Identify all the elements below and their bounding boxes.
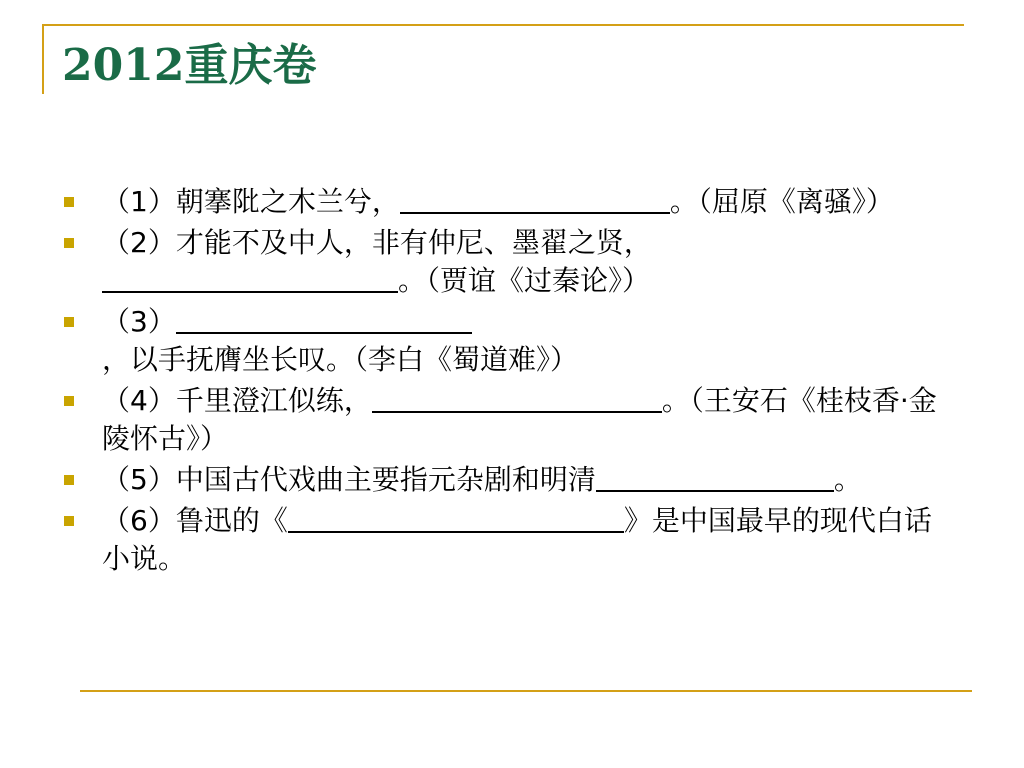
- question-item-4: [62, 382, 942, 458]
- answer-blank: [102, 263, 398, 293]
- question-item-5: [62, 461, 942, 499]
- question-text-after: ，以手抚膺坐长叹。（李白《蜀道难》）: [102, 343, 579, 376]
- square-bullet-icon: [64, 197, 74, 207]
- top-rule: [42, 24, 964, 26]
- answer-blank: [176, 304, 472, 334]
- question-item-2: [62, 224, 942, 300]
- square-bullet-icon: [64, 238, 74, 248]
- question-text-before: （6）鲁迅的《: [102, 504, 288, 537]
- question-text-before: （1）朝搴阰之木兰兮，: [102, 185, 400, 218]
- answer-blank: [372, 383, 662, 413]
- question-item-3: [62, 303, 942, 379]
- question-text-before: （5）中国古代戏曲主要指元杂剧和明清: [102, 463, 596, 496]
- question-item-1: [62, 183, 942, 221]
- square-bullet-icon: [64, 396, 74, 406]
- square-bullet-icon: [64, 516, 74, 526]
- square-bullet-icon: [64, 317, 74, 327]
- question-text-after: 。（王安石《桂枝香·金陵怀古》）: [102, 384, 937, 455]
- question-text-before: （2）才能不及中人，非有仲尼、墨翟之贤，: [102, 226, 652, 259]
- question-text-after: 。（贾谊《过秦论》）: [398, 264, 651, 297]
- left-rule: [42, 24, 44, 94]
- question-text-after: 》是中国最早的现代白话小说。: [102, 504, 932, 575]
- answer-blank: [288, 503, 624, 533]
- question-text-before: （4）千里澄江似练，: [102, 384, 372, 417]
- square-bullet-icon: [64, 475, 74, 485]
- question-text-after: 。（屈原《离骚》）: [669, 185, 894, 218]
- bottom-rule: [80, 690, 972, 692]
- question-text-after: 。: [833, 463, 862, 496]
- slide-title: 2012重庆卷: [62, 40, 317, 91]
- question-item-6: [62, 502, 942, 578]
- answer-blank: [400, 184, 670, 214]
- answer-blank: [596, 462, 834, 492]
- question-list: [62, 183, 942, 581]
- question-text-before: （3）: [102, 305, 176, 338]
